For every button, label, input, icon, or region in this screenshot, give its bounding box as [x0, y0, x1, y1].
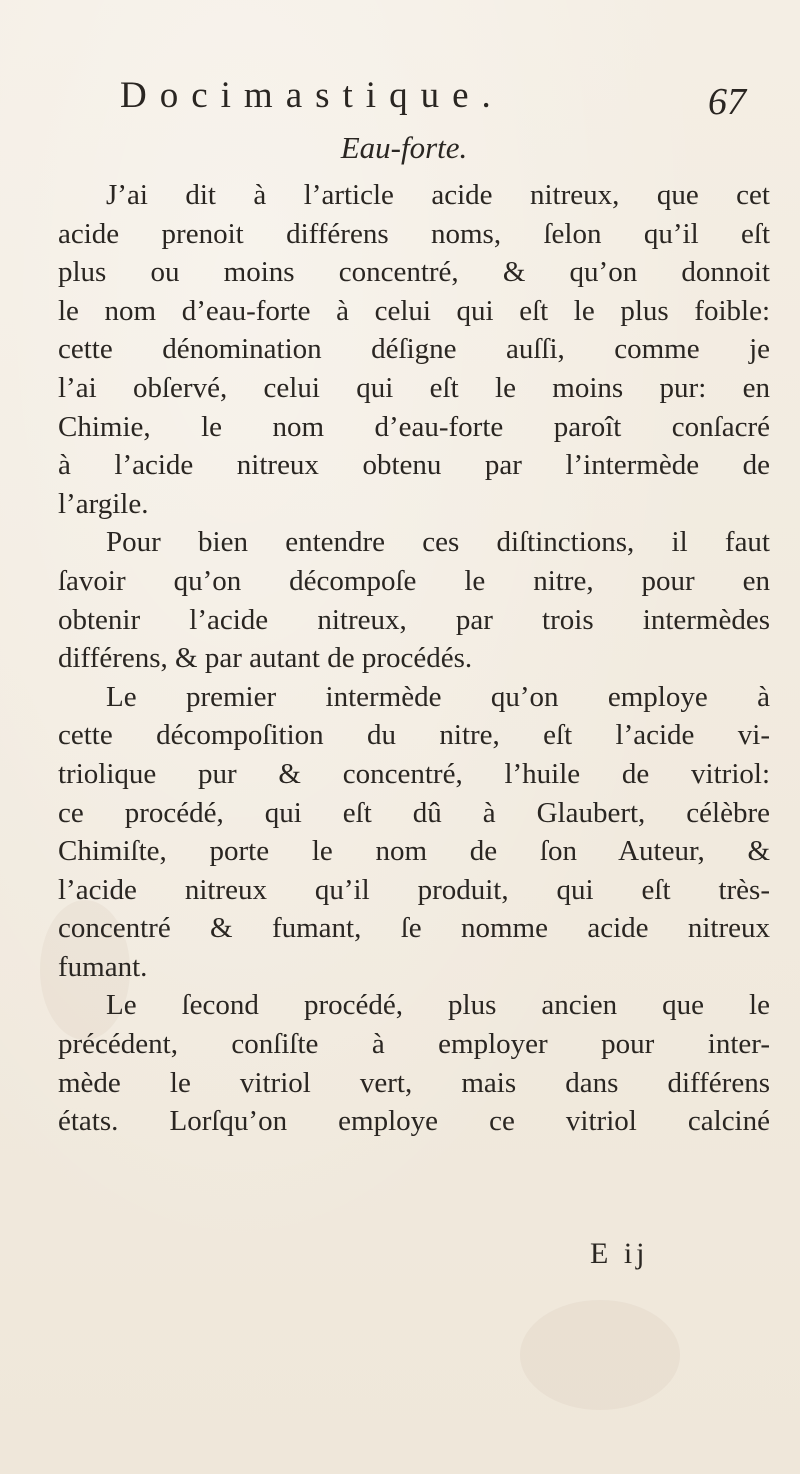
text-line: états. Lorſqu’on employe ce vitriol calciné — [58, 1105, 770, 1138]
page-number: 67 — [708, 81, 746, 123]
text-line: Le ſecond procédé, plus ancien que le — [106, 989, 770, 1022]
text-line: le nom d’eau-forte à celui qui eſt le plus foible: — [58, 294, 770, 327]
text-line: plus ou moins concentré, & qu’on donnoit — [58, 256, 770, 289]
signature-mark: E ij — [590, 1237, 649, 1270]
text-line: fumant. — [58, 950, 148, 983]
paper-stain — [520, 1300, 680, 1410]
text-line: ſavoir qu’on décompoſe le nitre, pour en — [58, 564, 770, 597]
running-title: Docimastique. — [120, 75, 504, 116]
text-line: à l’acide nitreux obtenu par l’intermède de — [58, 449, 770, 482]
text-line: cette dénomination déſigne auſſi, comme je — [58, 333, 770, 366]
text-line: Le premier intermède qu’on employe à — [106, 680, 770, 713]
body-text — [58, 176, 770, 1141]
text-line: Pour bien entendre ces diſtinctions, il faut — [106, 526, 770, 559]
text-line: Chimiſte, porte le nom de ſon Auteur, & — [58, 835, 770, 868]
text-line: précédent, conſiſte à employer pour inter- — [58, 1028, 770, 1061]
text-line: obtenir l’acide nitreux, par trois intermèdes — [58, 603, 770, 636]
text-line: Chimie, le nom d’eau-forte paroît conſacré — [58, 410, 770, 443]
text-line: concentré & fumant, ſe nomme acide nitreux — [58, 912, 770, 945]
running-head — [120, 74, 746, 124]
section-title: Eau-forte. — [340, 130, 468, 165]
text-line: J’ai dit à l’article acide nitreux, que cet — [106, 179, 770, 211]
text-line: mède le vitriol vert, mais dans différens — [58, 1066, 770, 1099]
text-line: ce procédé, qui eſt dû à Glaubert, célèbre — [58, 796, 770, 829]
text-line: l’acide nitreux qu’il produit, qui eſt très- — [58, 873, 770, 906]
text-line: l’argile. — [58, 487, 149, 520]
text-line: l’ai obſervé, celui qui eſt le moins pur: en — [58, 371, 770, 404]
text-line: acide prenoit différens noms, ſelon qu’il eſt — [58, 217, 770, 250]
text-line: triolique pur & concentré, l’huile de vitriol: — [58, 757, 770, 790]
text-line: différens, & par autant de procédés. — [58, 642, 473, 675]
text-line: cette décompoſition du nitre, eſt l’acide vi- — [58, 719, 770, 752]
